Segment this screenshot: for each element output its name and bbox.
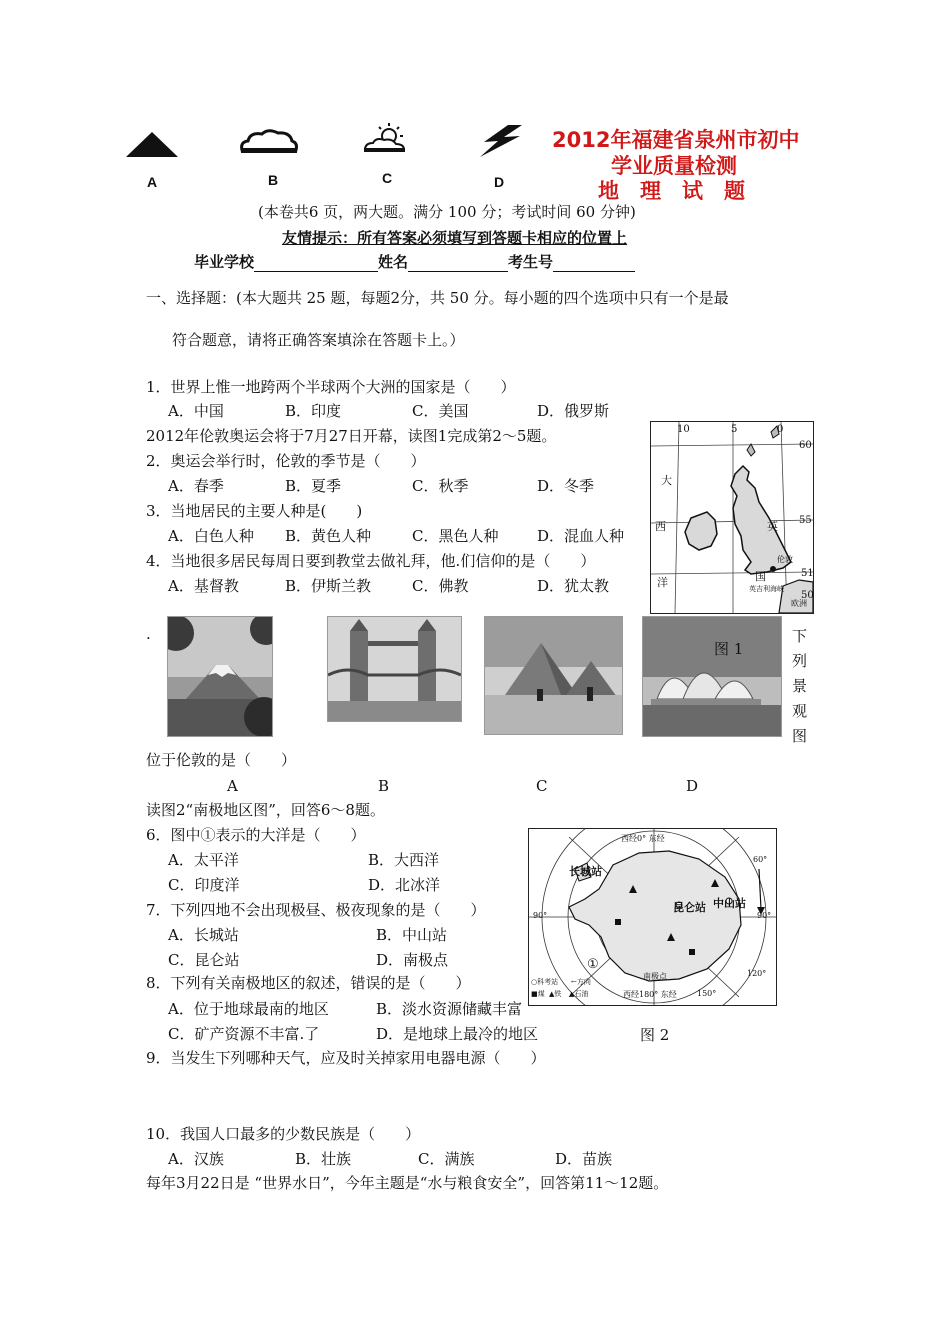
question-10: 10．我国人口最多的少数民族是（ ） [146, 1125, 421, 1143]
fig1-london-label: 伦敦 [777, 555, 793, 564]
symbol-label-b: B [268, 172, 279, 188]
q5-label-b: B [378, 777, 390, 795]
fig2-deg-60: 60° [753, 855, 768, 864]
q4-option-a: A．基督教 [168, 577, 239, 595]
photo-a-mount-fuji [167, 616, 273, 737]
fig2-deg-90-east: 90° [757, 911, 772, 920]
school-field[interactable] [254, 255, 378, 272]
question-1: 1．世界上惟一地跨两个半球两个大洲的国家是（ ） [146, 378, 516, 396]
fig2-legend-4: ▲铁 [549, 990, 562, 998]
fig2-legend-2: ←方向 [571, 978, 591, 986]
id-field[interactable] [553, 255, 635, 272]
figure2-antarctica-map [528, 828, 777, 1006]
q5-side-5: 图 [792, 727, 808, 745]
symbol-label-c: C [382, 170, 393, 186]
fig2-changcheng-station: 长城站 [569, 865, 602, 878]
id-label: 考生号 [508, 253, 554, 271]
fig2-top-label: 西经0° 东经 [621, 834, 665, 843]
exam-title-line1: 2012年福建省泉州市初中 [552, 128, 800, 152]
q5-tail: 位于伦敦的是（ ） [146, 751, 297, 769]
fig1-lon-10: 10 [677, 424, 690, 435]
q5-side-1: 下 [792, 627, 808, 645]
q5-label-a: A [227, 777, 238, 795]
fig2-legend-5: ▲石油 [569, 990, 589, 998]
q8-option-a: A．位于地球最南的地区 [168, 1000, 329, 1018]
q4-option-b: B．伊斯兰教 [285, 577, 372, 595]
q5-dot: . [146, 625, 151, 643]
photo-d-sydney-opera-house [642, 616, 782, 737]
figure1-caption: 图 1 [714, 640, 744, 658]
q1-option-c: C．美国 [412, 402, 469, 420]
cloudy-icon [238, 128, 300, 156]
symbol-label-a: A [147, 174, 158, 190]
question-7: 7．下列四地不会出现极昼、极夜现象的是（ ） [146, 901, 486, 919]
intro-q11-12: 每年3月22日是 “世界水日”，今年主题是“水与粮食安全”，回答第11～12题。 [146, 1174, 669, 1192]
q3-option-b: B．黄色人种 [285, 527, 372, 545]
q1-option-b: B．印度 [285, 402, 342, 420]
figure2-caption: 图 2 [640, 1026, 670, 1044]
q10-option-b: B．壮族 [295, 1150, 352, 1168]
q3-option-d: D．混血人种 [537, 527, 625, 545]
q8-option-b: B．淡水资源储藏丰富 [376, 1000, 523, 1018]
question-6: 6．图中①表示的大洋是（ ） [146, 826, 366, 844]
fig2-circled-1: ① [587, 957, 599, 972]
section1-line1: 一、选择题：(本大题共 25 题，每题2分，共 50 分。每小题的四个选项中只有一个是最 [146, 289, 729, 307]
name-label: 姓名 [378, 253, 409, 271]
q5-label-c: C [536, 777, 548, 795]
student-fields [194, 252, 635, 272]
fig2-kunlun-station: 昆仑站 [673, 901, 706, 914]
question-9: 9．当发生下列哪种天气，应及时关掉家用电器电源（ ） [146, 1049, 546, 1067]
q8-option-d: D．是地球上最冷的地区 [376, 1025, 539, 1043]
school-label: 毕业学校 [194, 253, 255, 271]
fig1-ocean-char-2: 西 [655, 520, 666, 533]
fig1-lon-0: 0 [777, 424, 784, 435]
q5-side-4: 观 [792, 702, 808, 720]
fig1-ocean-char-1: 大 [661, 474, 672, 487]
q2-option-c: C．秋季 [412, 477, 469, 495]
fig2-pole-label: 南极点 [643, 972, 667, 981]
q7-option-d: D．南极点 [376, 951, 449, 969]
q7-option-a: A．长城站 [168, 926, 239, 944]
exam-title-line2: 学业质量检测 [611, 154, 737, 178]
q7-option-c: C．昆仑站 [168, 951, 240, 969]
fig2-deg-120: 120° [747, 969, 767, 978]
question-2: 2．奥运会举行时，伦敦的季节是（ ） [146, 452, 426, 470]
question-3: 3．当地居民的主要人种是( ) [146, 502, 363, 520]
fig2-deg-90-west: 90° [533, 911, 548, 920]
q8-option-c: C．矿产资源不丰富.了 [168, 1025, 320, 1043]
intro-q2-5: 2012年伦敦奥运会将于7月27日开幕，读图1完成第2～5题。 [146, 427, 557, 445]
exam-note: (本卷共6 页，两大题。满分 100 分；考试时间 60 分钟) [258, 203, 636, 221]
photo-c-pyramids [484, 616, 623, 735]
q1-option-d: D．俄罗斯 [537, 402, 610, 420]
fig1-ocean-char-3: 洋 [657, 576, 668, 589]
q5-side-2: 列 [792, 652, 808, 670]
q6-option-d: D．北冰洋 [368, 876, 441, 894]
intro-q6-8: 读图2“南极地区图”，回答6～8题。 [146, 801, 385, 819]
fig1-europe-label: 欧洲 [791, 599, 807, 608]
q10-option-a: A．汉族 [168, 1150, 224, 1168]
q4-option-d: D．犹太教 [537, 577, 610, 595]
symbol-label-d: D [494, 174, 505, 190]
q1-option-a: A．中国 [168, 402, 224, 420]
exam-title-line3: 地 理 试 题 [598, 179, 745, 203]
q10-option-c: C．满族 [418, 1150, 475, 1168]
q5-label-d: D [686, 777, 699, 795]
fig1-lat-55: 55 [799, 515, 812, 526]
question-4: 4．当地很多居民每周日要到教堂去做礼拜，他.们信仰的是（ ） [146, 552, 596, 570]
figure1-map-drawing [651, 422, 813, 613]
tip-text: 友情提示：所有答案必须填写到答题卡相应的位置上 [282, 229, 628, 247]
fig1-uk-char-2: 国 [755, 570, 766, 583]
figure1-british-isles-map [650, 421, 814, 614]
q3-option-c: C．黑色人种 [412, 527, 499, 545]
fig1-lon-5: 5 [731, 424, 738, 435]
q3-option-a: A．白色人种 [168, 527, 254, 545]
q2-option-d: D．冬季 [537, 477, 595, 495]
q5-side-3: 景 [792, 677, 808, 695]
lightning-icon [478, 124, 524, 158]
fig2-legend-3: ■煤 [531, 990, 545, 998]
sun-behind-cloud-icon [362, 122, 410, 156]
q6-option-b: B．大西洋 [368, 851, 440, 869]
q6-option-a: A．太平洋 [168, 851, 239, 869]
q6-option-c: C．印度洋 [168, 876, 240, 894]
name-field[interactable] [408, 255, 508, 272]
photo-b-tower-bridge [327, 616, 462, 722]
fig2-legend-1: ○科考站 [531, 978, 559, 986]
fig1-lat-60: 60 [799, 440, 812, 451]
q2-option-b: B．夏季 [285, 477, 342, 495]
fig2-zhongshan-station: 中山站 [713, 897, 746, 910]
section1-line2: 符合题意，请将正确答案填涂在答题卡上。） [172, 331, 465, 349]
fig1-lat-51: 51 [801, 568, 814, 579]
q2-option-a: A．春季 [168, 477, 224, 495]
fig2-deg-150: 150° [697, 989, 717, 998]
q10-option-d: D．苗族 [555, 1150, 613, 1168]
fig1-lat-50: 50 [801, 590, 814, 601]
question-8: 8．下列有关南极地区的叙述，错误的是（ ） [146, 974, 471, 992]
q7-option-b: B．中山站 [376, 926, 448, 944]
fig1-uk-char-1: 英 [767, 520, 778, 533]
hail-triangle-icon [124, 130, 180, 160]
q4-option-c: C．佛教 [412, 577, 469, 595]
fig2-bottom-label: 西经180° 东经 [623, 990, 677, 999]
fig1-strait-label: 英吉利海峡 [749, 585, 784, 593]
